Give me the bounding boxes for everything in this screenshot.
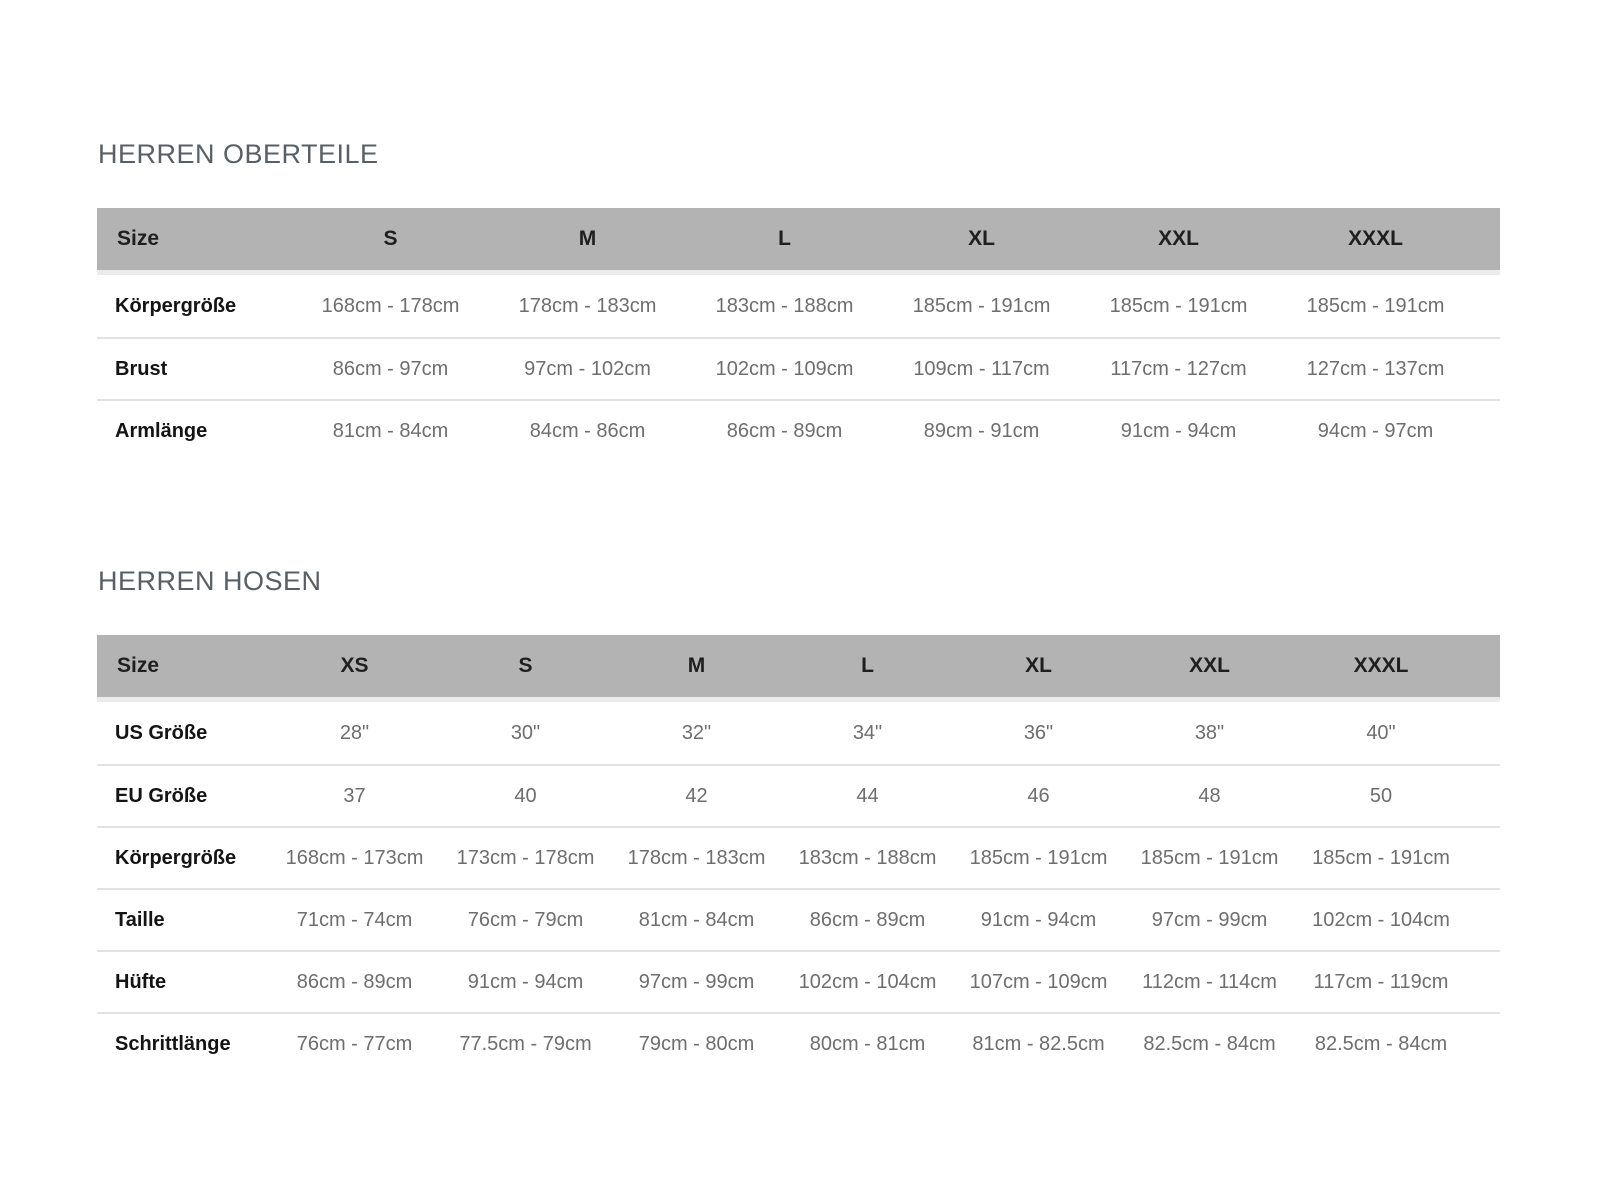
- column-header: XS: [269, 635, 440, 702]
- size-value-cell: 185cm - 191cm: [1124, 826, 1295, 888]
- row-label: EU Größe: [97, 764, 269, 826]
- size-value-cell: 102cm - 109cm: [686, 337, 883, 399]
- size-value-cell: 46: [953, 764, 1124, 826]
- size-value-cell: 86cm - 89cm: [686, 399, 883, 461]
- size-value-cell: 50: [1295, 764, 1500, 826]
- size-value-cell: 71cm - 74cm: [269, 888, 440, 950]
- row-label: Körpergröße: [97, 826, 269, 888]
- header-row: [97, 208, 1500, 275]
- size-value-cell: 48: [1124, 764, 1295, 826]
- size-value-cell: 36": [1023, 721, 1054, 744]
- row-label: Taille: [97, 888, 269, 950]
- size-value-cell: 107cm - 109cm: [953, 950, 1124, 1012]
- size-value-cell: 91cm - 94cm: [953, 888, 1124, 950]
- size-value-cell: 97cm - 99cm: [611, 950, 782, 1012]
- size-value-cell: 178cm - 183cm: [611, 826, 782, 888]
- size-value-cell: 97cm - 102cm: [489, 337, 686, 399]
- row-label: Schrittlänge: [97, 1012, 269, 1074]
- size-value-cell: 185cm - 191cm: [1109, 294, 1248, 317]
- size-value-cell: 102cm - 104cm: [1295, 888, 1500, 950]
- column-header: XXL: [1080, 208, 1277, 275]
- size-value-cell: 185cm - 191cm: [1295, 826, 1500, 888]
- size-value-cell: 81cm - 82.5cm: [953, 1012, 1124, 1074]
- size-value-cell: 77.5cm - 79cm: [440, 1012, 611, 1074]
- size-value-cell: 40: [440, 764, 611, 826]
- table-row: [97, 337, 1500, 399]
- size-value-cell: 44: [782, 764, 953, 826]
- size-value-cell: 91cm - 94cm: [1080, 399, 1277, 461]
- size-value-cell: 185cm - 191cm: [912, 294, 1051, 317]
- column-header: XXXL: [1277, 208, 1500, 275]
- section-herren-oberteile: [97, 138, 1500, 461]
- table-row: [97, 826, 1500, 888]
- column-header: M: [489, 208, 686, 275]
- section-title: HERREN OBERTEILE: [98, 139, 379, 169]
- column-header: M: [611, 635, 782, 702]
- table-row: [97, 702, 1500, 764]
- size-value-cell: 178cm - 183cm: [518, 294, 657, 317]
- size-value-cell: 117cm - 127cm: [1080, 337, 1277, 399]
- size-value-cell: 86cm - 97cm: [292, 337, 489, 399]
- table-row: [97, 399, 1500, 461]
- column-header: XXXL: [1295, 635, 1500, 702]
- size-value-cell: 183cm - 188cm: [715, 294, 854, 317]
- size-column-header: Size: [97, 635, 269, 702]
- row-label: Armlänge: [97, 399, 292, 461]
- size-value-cell: 173cm - 178cm: [440, 826, 611, 888]
- size-value-cell: 40": [1366, 721, 1396, 744]
- row-label: Hüfte: [97, 950, 269, 1012]
- size-value-cell: 28": [339, 721, 370, 744]
- size-value-cell: 79cm - 80cm: [611, 1012, 782, 1074]
- column-header: L: [782, 635, 953, 702]
- column-header: S: [440, 635, 611, 702]
- row-label: Brust: [97, 337, 292, 399]
- size-value-cell: 81cm - 84cm: [611, 888, 782, 950]
- size-value-cell: 97cm - 99cm: [1124, 888, 1295, 950]
- header-row: [97, 635, 1500, 702]
- size-value-cell: 42: [611, 764, 782, 826]
- size-value-cell: 84cm - 86cm: [489, 399, 686, 461]
- section-title: HERREN HOSEN: [98, 566, 322, 596]
- size-value-cell: 30": [510, 721, 541, 744]
- size-value-cell: 112cm - 114cm: [1124, 950, 1295, 1012]
- size-value-cell: 168cm - 178cm: [321, 294, 460, 317]
- size-value-cell: 37: [269, 764, 440, 826]
- column-header: XL: [883, 208, 1080, 275]
- size-value-cell: 185cm - 191cm: [953, 826, 1124, 888]
- size-value-cell: 109cm - 117cm: [883, 337, 1080, 399]
- table-row: [97, 950, 1500, 1012]
- column-header: XXL: [1124, 635, 1295, 702]
- section-herren-hosen: [97, 565, 1500, 1074]
- size-value-cell: 91cm - 94cm: [440, 950, 611, 1012]
- column-header: XL: [953, 635, 1124, 702]
- size-value-cell: 86cm - 89cm: [782, 888, 953, 950]
- size-value-cell: 102cm - 104cm: [782, 950, 953, 1012]
- size-value-cell: 76cm - 79cm: [440, 888, 611, 950]
- size-value-cell: 183cm - 188cm: [782, 826, 953, 888]
- size-value-cell: 94cm - 97cm: [1277, 399, 1500, 461]
- size-table-oberteile: [97, 208, 1500, 461]
- size-value-cell: 82.5cm - 84cm: [1295, 1012, 1500, 1074]
- size-value-cell: 117cm - 119cm: [1295, 950, 1500, 1012]
- column-header: L: [686, 208, 883, 275]
- table-row: [97, 1012, 1500, 1074]
- size-value-cell: 185cm - 191cm: [1306, 294, 1445, 317]
- size-value-cell: 38": [1194, 721, 1225, 744]
- size-value-cell: 34": [852, 721, 883, 744]
- size-value-cell: 127cm - 137cm: [1277, 337, 1500, 399]
- size-value-cell: 89cm - 91cm: [883, 399, 1080, 461]
- size-column-header: Size: [97, 208, 292, 275]
- size-value-cell: 86cm - 89cm: [269, 950, 440, 1012]
- size-value-cell: 80cm - 81cm: [782, 1012, 953, 1074]
- table-row: [97, 764, 1500, 826]
- column-header: S: [292, 208, 489, 275]
- size-value-cell: 81cm - 84cm: [292, 399, 489, 461]
- table-row: [97, 275, 1500, 337]
- table-row: [97, 888, 1500, 950]
- size-value-cell: 168cm - 173cm: [269, 826, 440, 888]
- row-label: Körpergröße: [115, 294, 237, 317]
- size-table-hosen: [97, 635, 1500, 1074]
- row-label: US Größe: [115, 721, 208, 744]
- size-value-cell: 32": [681, 721, 712, 744]
- size-value-cell: 76cm - 77cm: [269, 1012, 440, 1074]
- size-value-cell: 82.5cm - 84cm: [1124, 1012, 1295, 1074]
